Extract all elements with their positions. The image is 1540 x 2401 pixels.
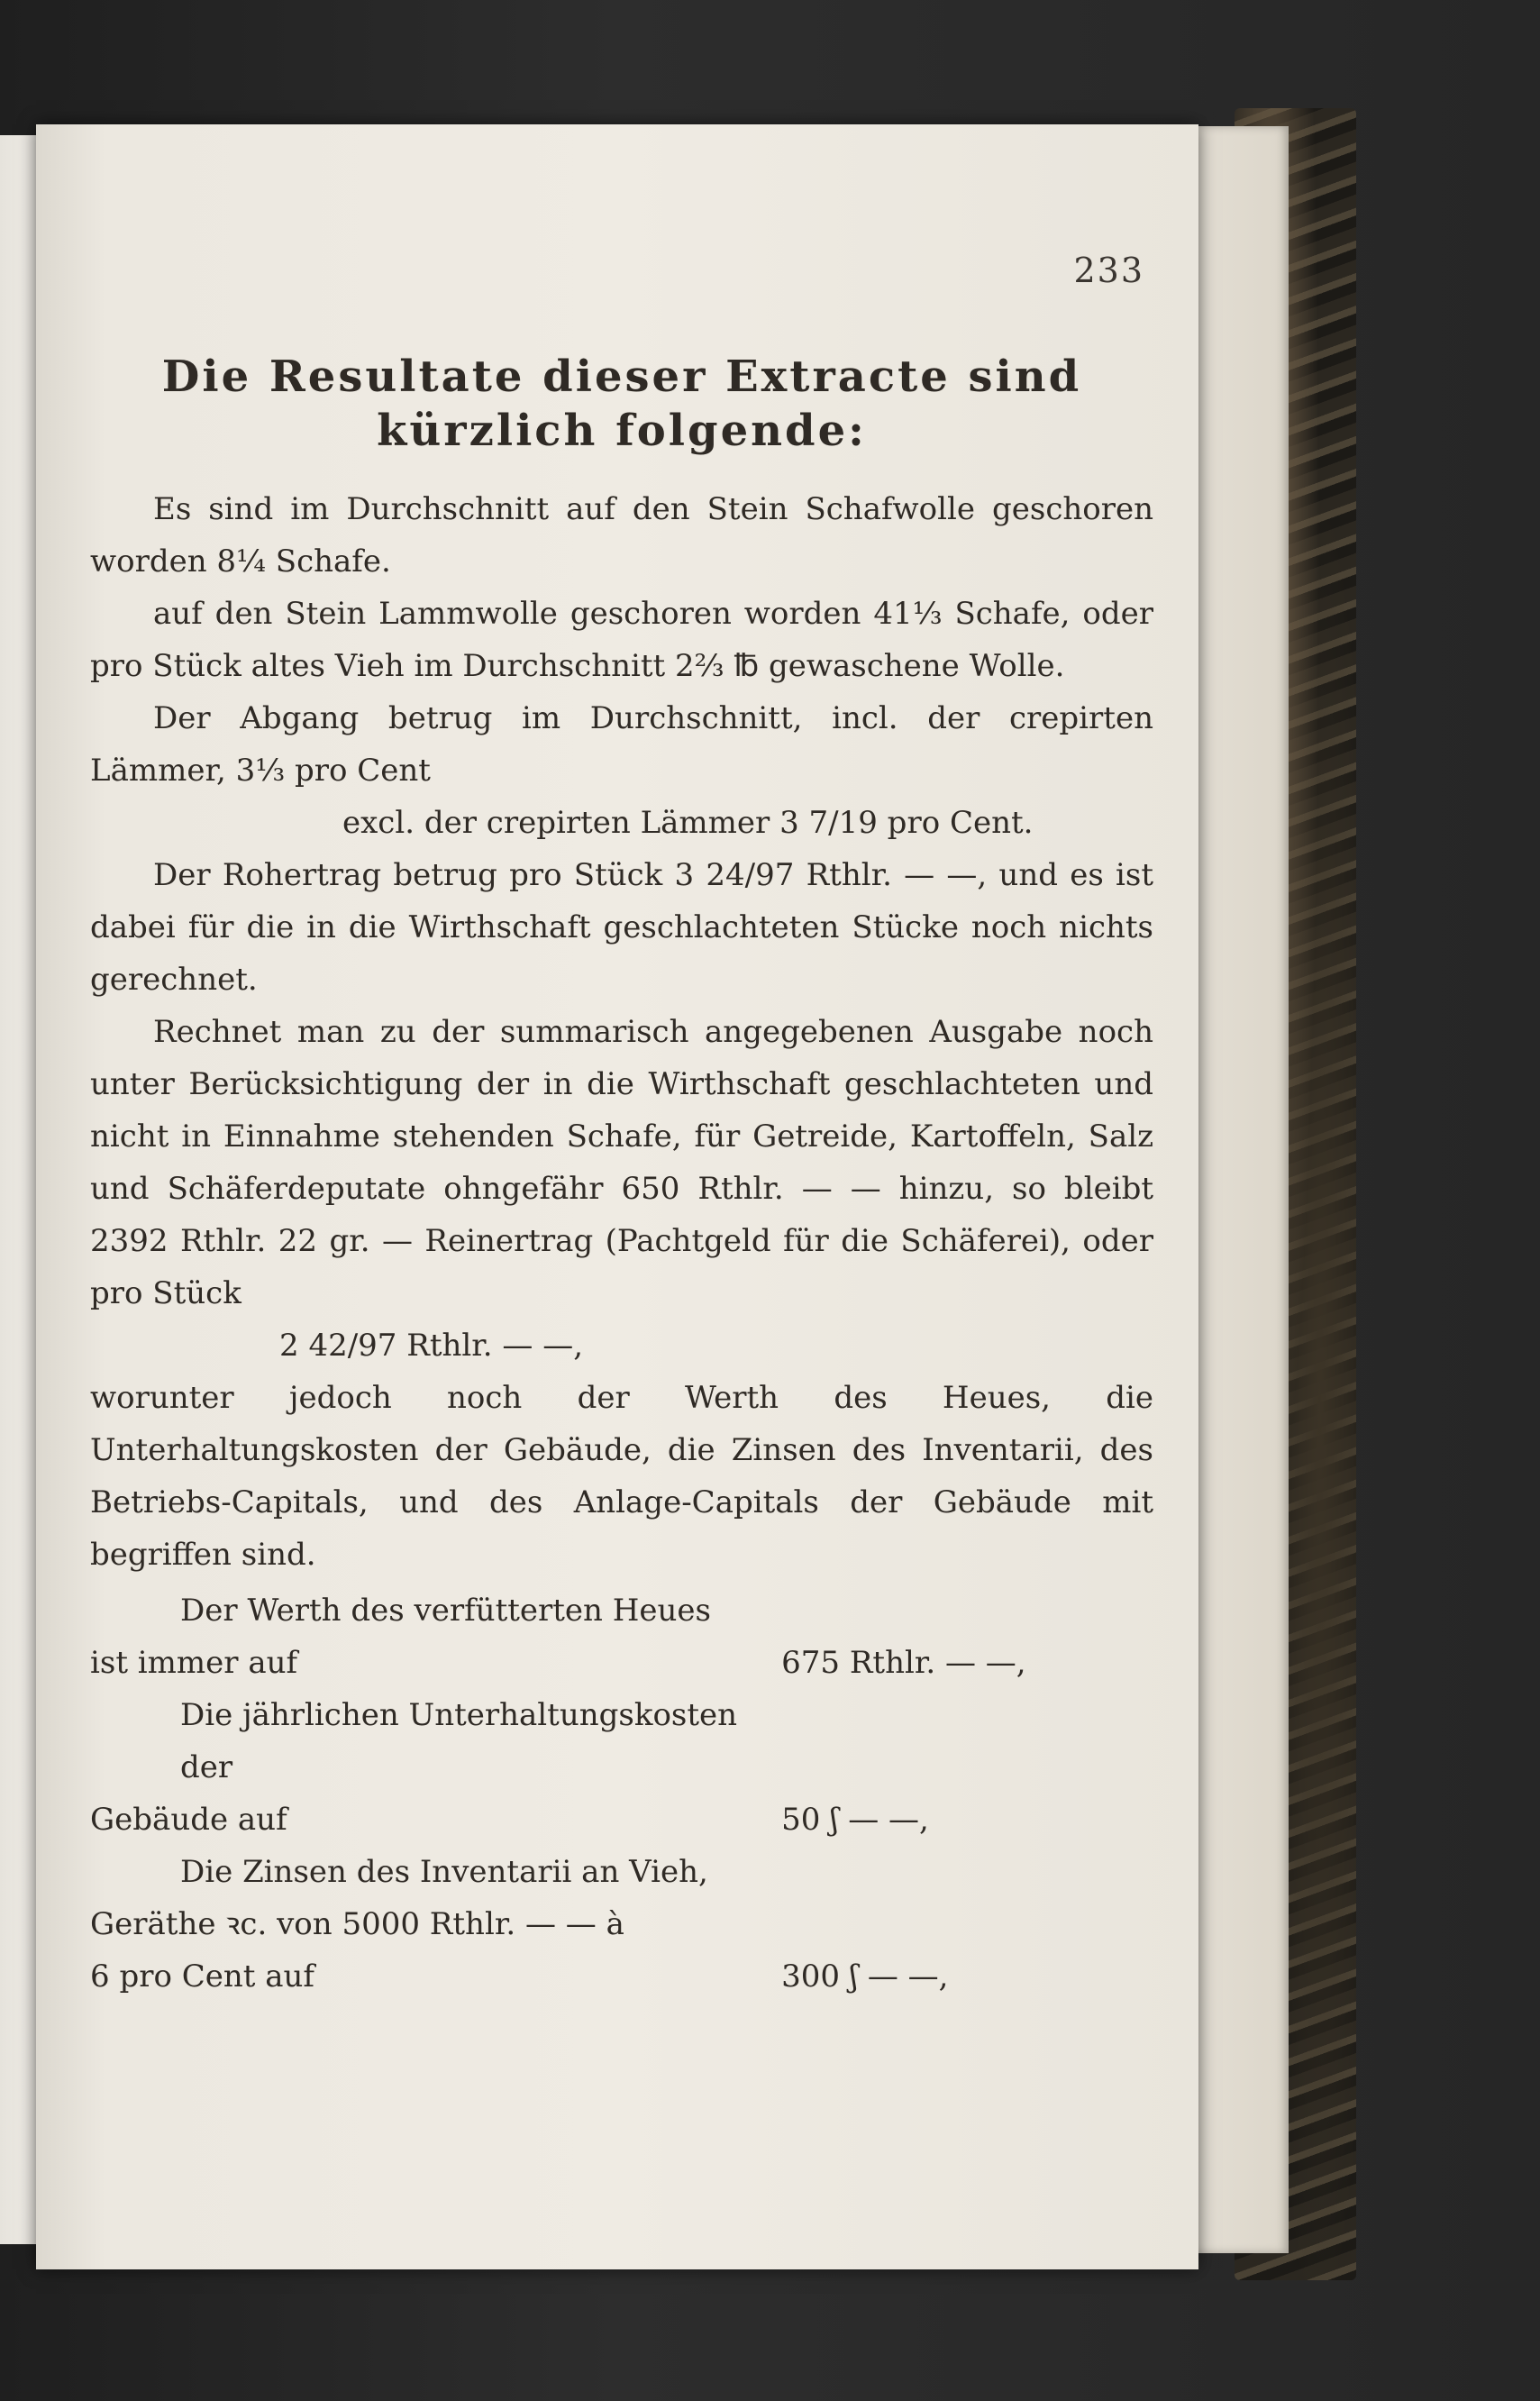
ledger-description (90, 1584, 763, 1689)
ledger-row (90, 1846, 1153, 2003)
ledger-desc-line: Der Werth des verfütterten Heues (180, 1593, 711, 1629)
ledger-amount: 50 ʃ — —, (781, 1802, 929, 1838)
page-content (90, 350, 1153, 2003)
ledger-desc-line: ist immer auf (90, 1645, 298, 1681)
paragraph-1: Es sind im Durchschnitt auf den Stein Schafwolle geschoren worden 8¼ Schafe. (90, 491, 1153, 580)
ledger-desc-line: Geräthe ꝛc. von 5000 Rthlr. — — à (90, 1906, 624, 1942)
section-heading: Die Resultate dieser Extracte sind kürzlich folgende: (161, 351, 1082, 456)
ledger-row (90, 1689, 1153, 1846)
paragraph-5-value: 2 42/97 Rthlr. — —, (279, 1328, 584, 1364)
ledger-desc-line: Die jährlichen Unterhaltungskosten der (180, 1697, 738, 1785)
ledger-amount: 675 Rthlr. — —, (781, 1645, 1026, 1681)
page-number: 233 (1073, 251, 1144, 290)
book-page (36, 124, 1198, 2269)
ledger-desc-line: Die Zinsen des Inventarii an Vieh, (180, 1854, 708, 1890)
ledger-amount: 300 ʃ — —, (781, 1958, 949, 1995)
ledger-desc-line: Gebäude auf (90, 1802, 287, 1838)
ledger-row (90, 1584, 1153, 1689)
paragraph-3-excl: excl. der crepirten Lämmer 3 7/19 pro Cent. (342, 805, 1034, 841)
ledger-description (90, 1689, 763, 1846)
paragraph-2: auf den Stein Lammwolle geschoren worden 41⅓ Schafe, oder pro Stück altes Vieh im Durchschnitt 2⅔ ℔ gewaschene Wolle. (90, 596, 1153, 684)
cost-ledger (90, 1584, 1153, 2003)
ledger-description (90, 1846, 763, 2003)
paragraph-5: Rechnet man zu der summarisch angegebenen Ausgabe noch unter Berücksichtigung der in die Wirthschaft geschlachteten und nicht in Einnahme stehenden Schafe, für Getreide, Kartoffeln, Salz und Schäferdeputate ohngefähr 650 Rthlr. — — hinzu, so bleibt 2392 Rthlr. 22 gr. — Reinertrag (Pachtgeld für die Schäferei), oder pro Stück (90, 1014, 1153, 1311)
paragraph-6: worunter jedoch noch der Werth des Heues, die Unterhaltungskosten der Gebäude, die Zinsen des Inventarii, des Betriebs-Capitals, und des Anlage-Capitals der Gebäude mit begriffen sind. (90, 1380, 1153, 1573)
ledger-desc-line: 6 pro Cent auf (90, 1958, 314, 1995)
paragraph-4: Der Rohertrag betrug pro Stück 3 24/97 Rthlr. — —, und es ist dabei für die in die Wirthschaft geschlachteten Stücke noch nichts gerechnet. (90, 857, 1153, 998)
paragraph-3: Der Abgang betrug im Durchschnitt, incl. der crepirten Lämmer, 3⅓ pro Cent (90, 700, 1153, 789)
